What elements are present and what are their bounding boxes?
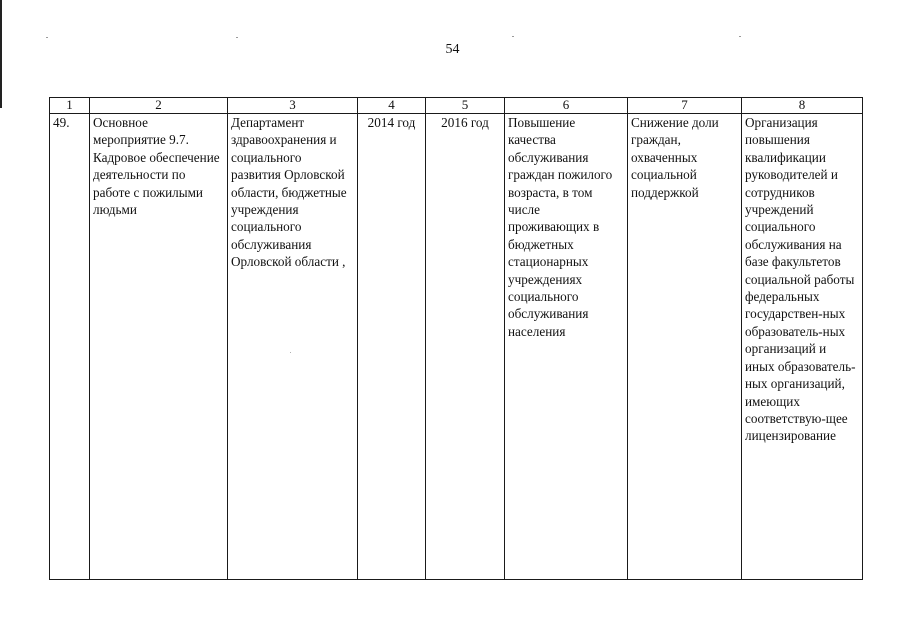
measures-table	[49, 97, 863, 580]
scan-speck	[512, 36, 514, 37]
consequences-cell: Снижение доли граждан, охваченных социальной поддержкой	[628, 114, 742, 580]
end-year-cell: 2016 год	[426, 114, 505, 580]
column-header: 1	[50, 98, 90, 114]
expected-result-cell: Повышение качества обслуживания граждан пожилого возраста, в том числе проживающих в бюджетных стационарных учреждениях социального обслуживания населения	[505, 114, 628, 580]
scan-speck	[236, 37, 238, 38]
column-header: 2	[90, 98, 228, 114]
column-header: 3	[228, 98, 358, 114]
row-number-cell: 49.	[50, 114, 90, 580]
page-number: 54	[445, 42, 460, 57]
column-header: 7	[628, 98, 742, 114]
start-year-cell: 2014 год	[358, 114, 426, 580]
executor-cell: Департамент здравоохранения и социального развития Орловской области, бюджетные учреждения социального обслуживания Орловской области ,	[228, 114, 358, 580]
column-header: 6	[505, 98, 628, 114]
column-number-row	[50, 98, 863, 114]
column-header: 4	[358, 98, 426, 114]
column-header: 5	[426, 98, 505, 114]
event-name-cell: Основное мероприятие 9.7. Кадровое обеспечение деятельности по работе с пожилыми людьми	[90, 114, 228, 580]
scan-speck	[739, 36, 741, 37]
column-header: 8	[742, 98, 863, 114]
scan-speck	[46, 37, 48, 38]
related-activities-cell: Организация повышения квалификации руководителей и сотрудников учреждений социального обслуживания на базе факультетов социальной работы федеральных государствен-ных образователь-ных организаций и иных образователь-ных организаций, имеющих соответствую-щее лицензирование	[742, 114, 863, 580]
table-row	[50, 114, 863, 580]
